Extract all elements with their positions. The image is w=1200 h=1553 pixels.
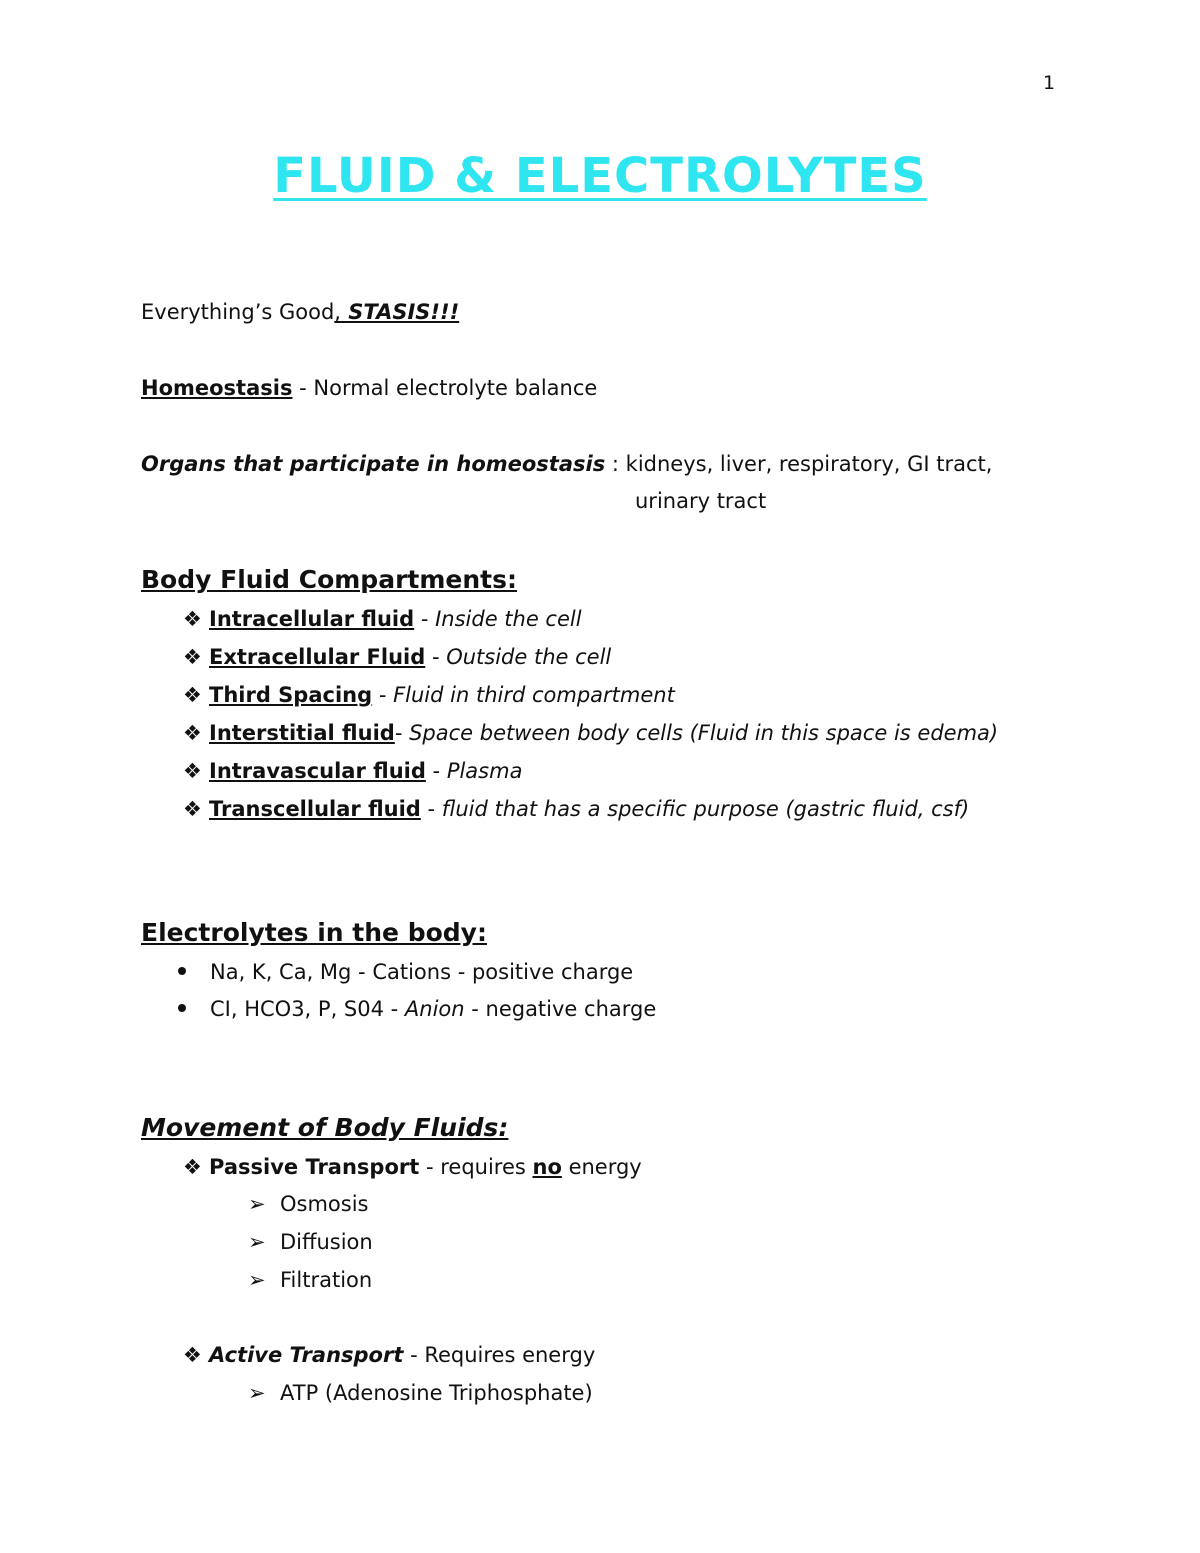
organs-term: Organs that participate in homeostasis [141,452,606,476]
list-item [183,759,522,784]
homeostasis-term: Homeostasis [141,376,293,400]
organs-list-line2: urinary tract [635,489,767,513]
list-item [178,960,633,985]
compartment-term: Interstitial fluid [209,721,395,745]
diamond-bullet-icon: ❖ [183,683,202,707]
list-item [183,607,582,632]
electrolyte-ions: Na, K, Ca, Mg - [210,960,373,984]
compartment-separator: - [425,759,447,783]
compartment-definition: fluid that has a specific purpose (gastric fluid, csf) [441,797,970,821]
diamond-bullet-icon: ❖ [183,721,202,745]
sub-item-label: Osmosis [280,1192,369,1216]
electrolytes-heading: Electrolytes in the body: [141,918,487,947]
arrow-bullet-icon: ➢ [248,1192,266,1216]
electrolyte-ions: CI, HCO3, P, S04 - [210,997,405,1021]
sub-list-item [248,1230,373,1255]
compartment-separator: - [420,797,442,821]
arrow-bullet-icon: ➢ [248,1381,266,1405]
diamond-bullet-icon: ❖ [183,797,202,821]
compartment-separator: - [372,683,394,707]
passive-transport-no: no [532,1155,562,1179]
compartment-term: Intravascular fluid [209,759,426,783]
diamond-bullet-icon: ❖ [183,759,202,783]
active-transport-term: Active Transport [209,1343,404,1367]
compartment-term: Intracellular fluid [209,607,415,631]
sub-item-label: Diffusion [280,1230,373,1254]
diamond-bullet-icon: ❖ [183,1343,202,1367]
document-title: FLUID & ELECTROLYTES [273,148,927,204]
electrolyte-kind: Anion [404,997,465,1021]
compartment-definition: Fluid in third compartment [393,683,675,707]
arrow-bullet-icon: ➢ [248,1230,266,1254]
sub-list-item [248,1381,593,1406]
electrolyte-charge: - negative charge [464,997,657,1021]
organs-separator: : [605,452,626,476]
stasis-text: STASIS!!! [340,300,460,324]
bullet-dot-icon [178,997,192,1005]
compartment-separator: - [414,607,436,631]
compartment-definition: Plasma [446,759,523,783]
electrolyte-charge: - positive charge [451,960,634,984]
active-transport-item [183,1343,595,1368]
electrolyte-kind: Cations [372,960,452,984]
intro-lead: Everything’s Good [141,300,335,324]
page-number: 1 [1043,72,1056,94]
diamond-bullet-icon: ❖ [183,607,202,631]
compartment-term: Third Spacing [209,683,373,707]
compartment-definition: Inside the cell [435,607,582,631]
list-item [183,683,675,708]
compartment-definition: Outside the cell [446,645,612,669]
organs-line [141,452,992,477]
list-item [178,997,656,1022]
sub-list-item [248,1192,369,1217]
passive-transport-post: energy [561,1155,642,1179]
compartments-heading: Body Fluid Compartments: [141,565,517,594]
sub-item-label: Filtration [280,1268,373,1292]
compartment-separator: - [425,645,447,669]
compartment-separator: - [394,721,410,745]
intro-line [141,300,459,325]
sub-list-item [248,1268,372,1293]
compartment-definition: Space between body cells (Fluid in this space is edema) [409,721,999,745]
active-transport-definition: - Requires energy [403,1343,596,1367]
list-item [183,721,998,746]
arrow-bullet-icon: ➢ [248,1268,266,1292]
movement-heading: Movement of Body Fluids: [141,1113,509,1142]
passive-transport-item [183,1155,642,1180]
passive-transport-pre: - requires [419,1155,533,1179]
passive-transport-term: Passive Transport [209,1155,420,1179]
sub-item-label: ATP (Adenosine Triphosphate) [280,1381,593,1405]
intro-separator: , [334,300,341,324]
homeostasis-line [141,376,597,401]
organs-list-line1: kidneys, liver, respiratory, GI tract, [625,452,993,476]
compartment-term: Transcellular fluid [209,797,421,821]
list-item [183,645,611,670]
diamond-bullet-icon: ❖ [183,645,202,669]
bullet-dot-icon [178,960,192,968]
diamond-bullet-icon: ❖ [183,1155,202,1179]
homeostasis-definition: - Normal electrolyte balance [292,376,598,400]
list-item [183,797,969,822]
compartment-term: Extracellular Fluid [209,645,426,669]
